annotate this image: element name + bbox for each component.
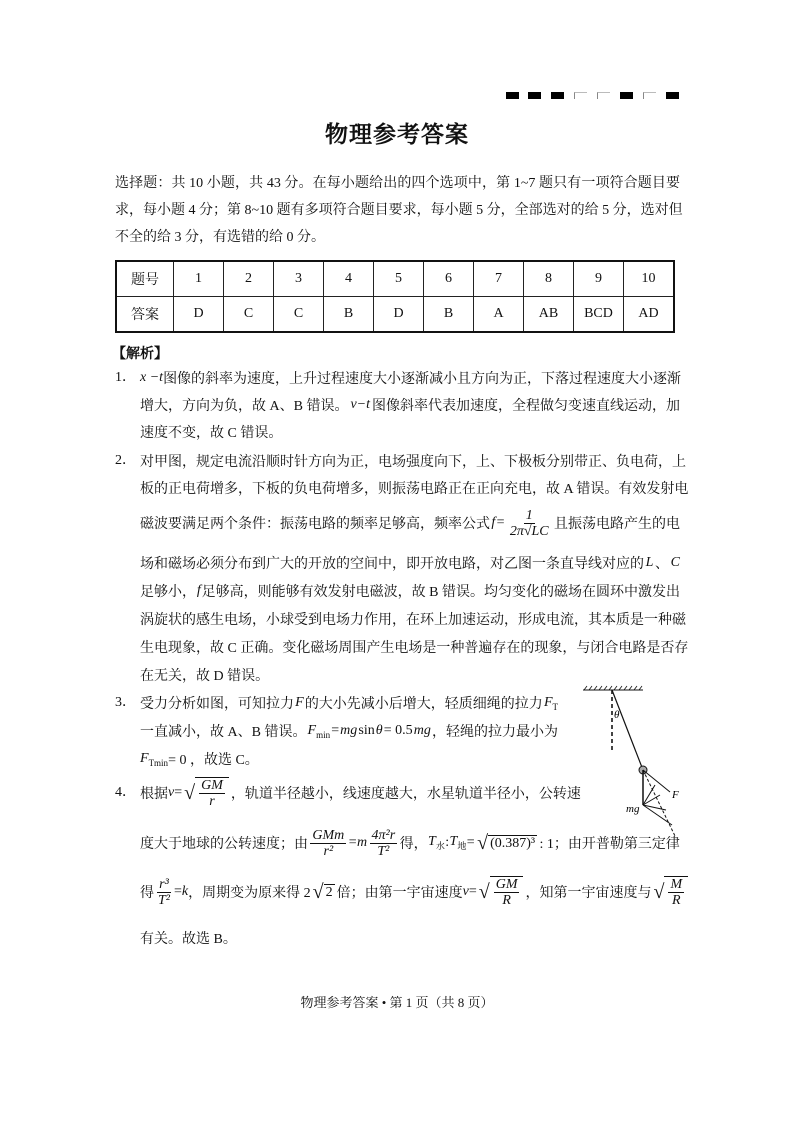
square-root xyxy=(477,833,537,853)
text-run: 图像的斜率为速度，上升过程速度大小逐渐减小且方向为正，下落过程速度大小逐渐 xyxy=(163,372,682,387)
analysis-line xyxy=(140,693,558,713)
math-subscript: 水 xyxy=(435,841,445,851)
theta-label: θ xyxy=(614,709,620,721)
fraction xyxy=(668,877,684,908)
weight-label: mg xyxy=(626,803,640,815)
fraction-numerator: GMm xyxy=(312,827,345,843)
math-symbol: C xyxy=(670,555,680,570)
answer-row xyxy=(116,297,674,333)
text-run: : 1；由开普勒第三定律 xyxy=(539,837,680,852)
text-run: = xyxy=(174,785,183,800)
intro-line: 不全的给 3 分，有选错的给 0 分。 xyxy=(115,230,325,245)
text-run: = xyxy=(331,723,340,738)
text-run: = 0.5 xyxy=(383,723,413,738)
analysis-heading: 【解析】 xyxy=(112,347,168,362)
question-number-cell: 1 xyxy=(174,261,224,297)
text-run: 增大，方向为负，故 A、B 错误。 xyxy=(140,399,349,414)
page-footer: 物理参考答案 • 第 1 页（共 8 页） xyxy=(300,995,494,1010)
text-run: 足够高，则能够有效发射电磁波，故 B 错误。均匀变化的磁场在圆环中激发出 xyxy=(201,585,680,600)
math-symbol: $F_T$ xyxy=(543,694,558,712)
math-symbol: $T_地$ xyxy=(449,834,467,851)
header-mark xyxy=(528,92,541,99)
radical-sign: √ xyxy=(477,832,489,854)
text-run: 有关。故选 B。 xyxy=(140,932,237,947)
fraction xyxy=(370,828,398,859)
fraction xyxy=(156,877,172,908)
text-run: 根据 xyxy=(140,787,168,802)
answer-cell: A xyxy=(474,297,524,333)
answer-cell: D xyxy=(374,297,424,333)
item-number: 3． xyxy=(115,695,136,710)
rope-direction xyxy=(643,770,676,838)
header-mark xyxy=(506,92,519,99)
page-title: 物理参考答案 xyxy=(325,122,469,147)
text-run: 且振荡电路产生的电 xyxy=(554,517,680,532)
header-mark xyxy=(574,92,587,99)
force-triangle xyxy=(643,785,672,825)
fraction-denominator: r xyxy=(209,794,215,809)
analysis-line xyxy=(140,637,689,657)
text-run: = xyxy=(348,835,357,850)
text-run: 生电现象，故 C 正确。变化磁场周围产生电场是一种普遍存在的现象，与闭合电路是否存 xyxy=(140,641,689,656)
fraction-numerator: GM xyxy=(495,877,518,892)
answer-cell: C xyxy=(274,297,324,333)
fraction-denominator: T² xyxy=(377,843,390,859)
text-run: ，轨道半径越小，线速度越大，水星轨道半径小，公转速 xyxy=(230,787,581,802)
text-run: 倍；由第一宇宙速度 xyxy=(336,886,463,901)
square-root xyxy=(653,876,688,908)
analysis-line xyxy=(140,422,680,442)
text-run: = xyxy=(468,884,477,899)
force-diagram xyxy=(570,680,700,840)
radicand xyxy=(490,876,524,908)
text-run: : xyxy=(445,835,450,850)
question-number-cell: 7 xyxy=(474,261,524,297)
text-run: 足够小， xyxy=(140,585,196,600)
fraction-numerator: GM xyxy=(201,778,223,793)
analysis-line xyxy=(140,508,680,539)
text-run: ，轻绳的拉力最小为 xyxy=(431,725,558,740)
analysis-line xyxy=(140,876,683,908)
fraction xyxy=(494,877,520,908)
square-root xyxy=(479,876,524,908)
text-run: 、 xyxy=(655,557,670,572)
math-symbol: mg xyxy=(340,723,358,738)
math-subscript: T xyxy=(552,701,558,712)
text-run: = 0 ，故选 C。 xyxy=(168,753,259,768)
force-f-label: F xyxy=(672,789,679,801)
text-run: 在无关，故 D 错误。 xyxy=(140,669,270,684)
square-root xyxy=(184,777,229,809)
fraction-numerator: M xyxy=(670,877,683,892)
math-symbol: f xyxy=(491,515,496,530)
radical-sign: √ xyxy=(478,881,490,903)
fraction-denominator: R xyxy=(502,893,511,908)
math-symbol: F xyxy=(295,695,304,710)
intro-line: 选择题：共 10 小题，共 43 分。在每小题给出的四个选项中，第 1~7 题只有一项符合题目要 xyxy=(115,176,680,191)
header-mark xyxy=(643,92,656,99)
fraction-numerator: 4π²r xyxy=(371,827,396,843)
answer-table xyxy=(115,260,675,333)
math-symbol: v xyxy=(462,884,469,899)
header-mark xyxy=(620,92,633,99)
row-header: 答案 xyxy=(116,297,174,333)
text-run: 得 xyxy=(140,886,154,901)
fraction-denominator: T² xyxy=(158,892,170,908)
text-run: ，周期变为原来得 2 xyxy=(188,886,311,901)
header-mark xyxy=(666,92,679,99)
force-f-arrow xyxy=(643,770,670,792)
fraction xyxy=(199,778,225,809)
text-run: 一直减小，故 A、B 错误。 xyxy=(140,725,307,740)
radical-sign: √ xyxy=(653,881,665,903)
question-number-cell: 2 xyxy=(224,261,274,297)
question-number-row xyxy=(116,261,674,297)
radicand: 2 xyxy=(325,884,333,900)
text-run: 对甲图，规定电流沿顺时针方向为正，电场强度向下，上、下极板分别带正、负电荷，上 xyxy=(140,455,686,470)
question-number-cell: 3 xyxy=(274,261,324,297)
text-run: 得， xyxy=(399,837,428,852)
math-subscript: 地 xyxy=(457,841,467,851)
analysis-line xyxy=(140,451,686,471)
analysis-line xyxy=(140,777,581,809)
math-symbol: f xyxy=(196,583,201,598)
text-run: 的大小先减小后增大，轻质细绳的拉力 xyxy=(304,697,543,712)
fraction-denominator: R xyxy=(672,893,681,908)
math-symbol: v−t xyxy=(350,397,370,412)
analysis-line xyxy=(140,721,558,741)
text-run: 板的正电荷增多，下板的负电荷增多，则振荡电路正在正向充电，故 A 错误。有效发射电 xyxy=(140,482,689,497)
math-symbol: $F_{min}$ xyxy=(307,722,331,740)
answer-cell: C xyxy=(224,297,274,333)
text-run: 磁波要满足两个条件：振荡电路的频率足够高，频率公式 xyxy=(140,517,490,532)
header-mark xyxy=(597,92,610,99)
fraction-numerator: r³ xyxy=(159,876,169,892)
question-number-cell: 8 xyxy=(524,261,574,297)
fraction xyxy=(508,508,551,539)
answer-cell: BCD xyxy=(574,297,624,333)
item-number: 2． xyxy=(115,453,136,468)
math-symbol: L xyxy=(645,555,654,570)
answer-cell: AD xyxy=(624,297,675,333)
text-run: 图像斜率代表加速度，全程做匀变速直线运动，加 xyxy=(371,399,680,414)
radicand: (0.387)³ xyxy=(490,835,536,851)
fraction-denominator: 2π√LC xyxy=(509,523,549,539)
answer-cell: B xyxy=(324,297,374,333)
math-symbol: x −t xyxy=(140,370,164,385)
fraction xyxy=(310,828,346,859)
header-mark xyxy=(551,92,564,99)
analysis-line xyxy=(140,581,680,601)
math-symbol: k xyxy=(181,884,189,899)
text-run: 度大于地球的公转速度；由 xyxy=(140,837,308,852)
fraction-numerator: 1 xyxy=(525,507,533,523)
text-run: = xyxy=(466,835,475,850)
answer-cell: B xyxy=(424,297,474,333)
row-header: 题号 xyxy=(116,261,174,297)
question-number-cell: 4 xyxy=(324,261,374,297)
text-run: = xyxy=(496,515,505,530)
text-run: sin xyxy=(358,723,375,738)
square-root xyxy=(313,882,335,902)
radical-sign: √ xyxy=(184,782,196,804)
analysis-line xyxy=(140,749,558,769)
text-run: 受力分析如图，可知拉力 xyxy=(140,697,294,712)
ceiling-hatch xyxy=(584,686,642,690)
analysis-line xyxy=(140,395,680,415)
text-run: 涡旋状的感生电场，小球受到电场力作用，在环上加速运动，形成电流，其本质是一种磁 xyxy=(140,613,686,628)
answer-cell: D xyxy=(174,297,224,333)
math-symbol: θ xyxy=(375,723,383,738)
analysis-line xyxy=(140,928,680,948)
item-number: 4． xyxy=(115,785,136,800)
text-run: = xyxy=(173,884,182,899)
analysis-line xyxy=(140,609,686,629)
intro-line: 求，每小题 4 分；第 8~10 题有多项符合题目要求，每小题 5 分，全部选对的给 5 分，选对但 xyxy=(115,203,683,218)
rope xyxy=(612,690,643,770)
question-number-cell: 10 xyxy=(624,261,675,297)
math-symbol: $T_水$ xyxy=(428,834,445,851)
math-symbol: $F_{Tmin}$ xyxy=(140,750,169,768)
text-run: 速度不变，故 C 错误。 xyxy=(140,426,283,441)
radicand xyxy=(664,876,688,908)
question-number-cell: 6 xyxy=(424,261,474,297)
text-run: ，知第一宇宙速度与 xyxy=(525,886,652,901)
question-number-cell: 5 xyxy=(374,261,424,297)
analysis-line xyxy=(140,478,689,498)
math-subscript: min xyxy=(316,729,331,740)
item-number: 1． xyxy=(115,370,136,385)
text-run: 场和磁场必须分布到广大的开放的空间中，即开放电路，对乙图一条直导线对应的 xyxy=(140,557,644,572)
radical-sign: √ xyxy=(312,881,324,903)
analysis-line xyxy=(140,368,680,388)
fraction-denominator: r² xyxy=(323,843,334,859)
answer-cell: AB xyxy=(524,297,574,333)
math-subscript: Tmin xyxy=(148,757,169,768)
math-symbol: mg xyxy=(413,723,431,738)
radicand xyxy=(195,777,229,809)
math-symbol: v xyxy=(168,785,175,800)
question-number-cell: 9 xyxy=(574,261,624,297)
analysis-line xyxy=(140,553,680,573)
math-symbol: m xyxy=(357,835,368,850)
